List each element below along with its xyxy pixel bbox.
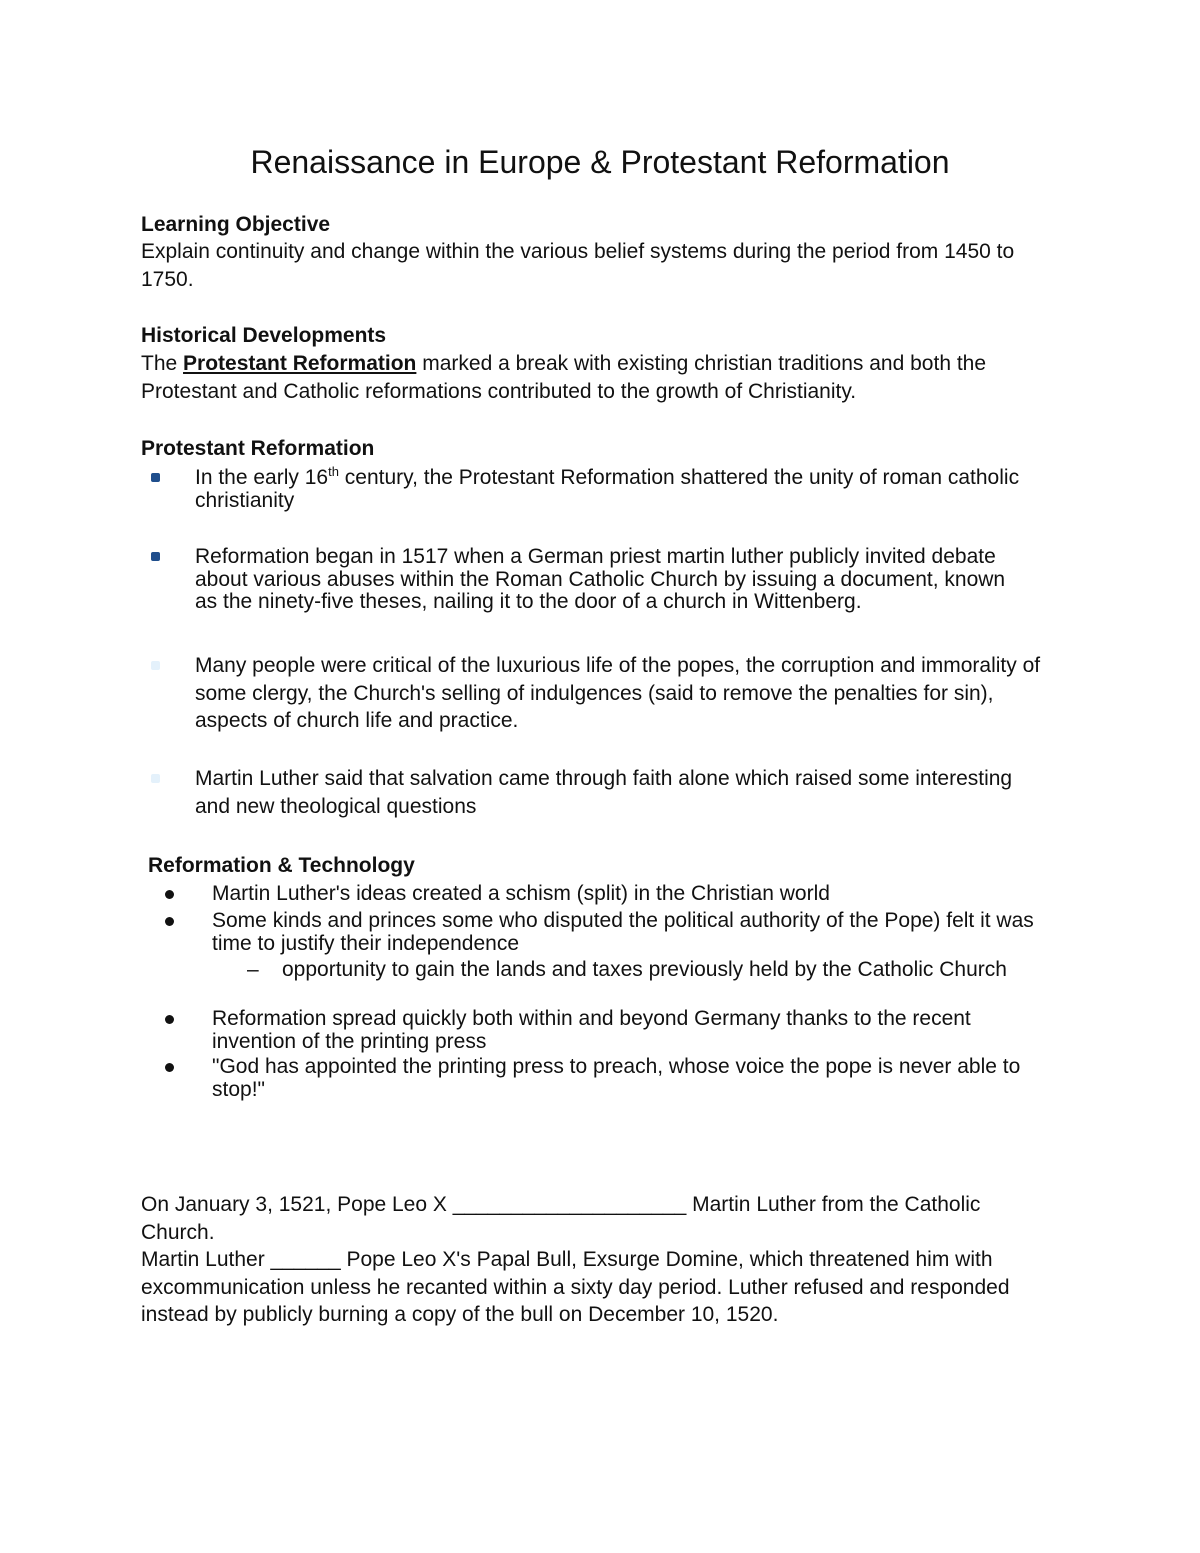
closing-paragraph-2: Martin Luther ______ Pope Leo X's Papal Bull, Exsurge Domine, which threatened him with excommunication unless he recanted within a sixty day period. Luther refused and responded instead by publicly burning a copy of the bull on December 10, 1520.	[141, 1248, 1010, 1326]
bullet-icon	[165, 1015, 174, 1024]
list-item: Martin Luther's ideas created a schism (split) in the Christian world	[212, 882, 830, 905]
list-item: Martin Luther said that salvation came through faith alone which raised some interesting and new theological questions	[195, 767, 1013, 818]
bullet-icon	[165, 917, 174, 926]
closing-paragraph-1: On January 3, 1521, Pope Leo X ____________________ Martin Luther from the Catholic Church.	[141, 1193, 981, 1244]
list-item: Reformation spread quickly both within and beyond Germany thanks to the recent invention of the printing press	[212, 1007, 971, 1053]
protestant-reformation-term: Protestant Reformation	[183, 352, 417, 375]
bullet-icon	[165, 1063, 174, 1072]
reformation-technology-heading: Reformation & Technology	[148, 854, 415, 877]
square-bullet-icon	[151, 661, 160, 670]
list-item: In the early 16th century, the Protestant Reformation shattered the unity of roman catholic christianity	[195, 464, 1020, 512]
learning-objective-heading: Learning Objective	[141, 213, 331, 236]
page-title: Renaissance in Europe & Protestant Reformation	[250, 144, 950, 180]
list-item: Many people were critical of the luxurious life of the popes, the corruption and immorality of some clergy, the Church's selling of indulgences (said to remove the penalties for sin), aspects of church life and practice.	[195, 654, 1041, 732]
list-item: "God has appointed the printing press to preach, whose voice the pope is never able to stop!"	[212, 1055, 1021, 1101]
protestant-reformation-heading: Protestant Reformation	[141, 437, 375, 460]
list-item: Some kinds and princes some who disputed the political authority of the Pope) felt it was time to justify their independence	[212, 909, 1034, 955]
bullet-icon	[165, 890, 174, 899]
historical-developments-heading: Historical Developments	[141, 324, 387, 347]
square-bullet-icon	[151, 774, 160, 783]
list-sub-item: opportunity to gain the lands and taxes previously held by the Catholic Church	[282, 958, 1007, 981]
learning-objective-text: Explain continuity and change within the various belief systems during the period from 1450 to 1750.	[141, 240, 1015, 291]
square-bullet-icon	[151, 473, 160, 482]
list-item: Reformation began in 1517 when a German priest martin luther publicly invited debate about various abuses within the Roman Catholic Church by issuing a document, known as the ninety-five theses, nailing it to the door of a church in Wittenberg.	[195, 545, 1006, 613]
historical-developments-text: The Protestant Reformation marked a break with existing christian traditions and both the Protestant and Catholic reformations contributed to the growth of Christianity.	[141, 352, 987, 403]
dash-bullet-icon: –	[247, 958, 259, 981]
square-bullet-icon	[151, 552, 160, 561]
